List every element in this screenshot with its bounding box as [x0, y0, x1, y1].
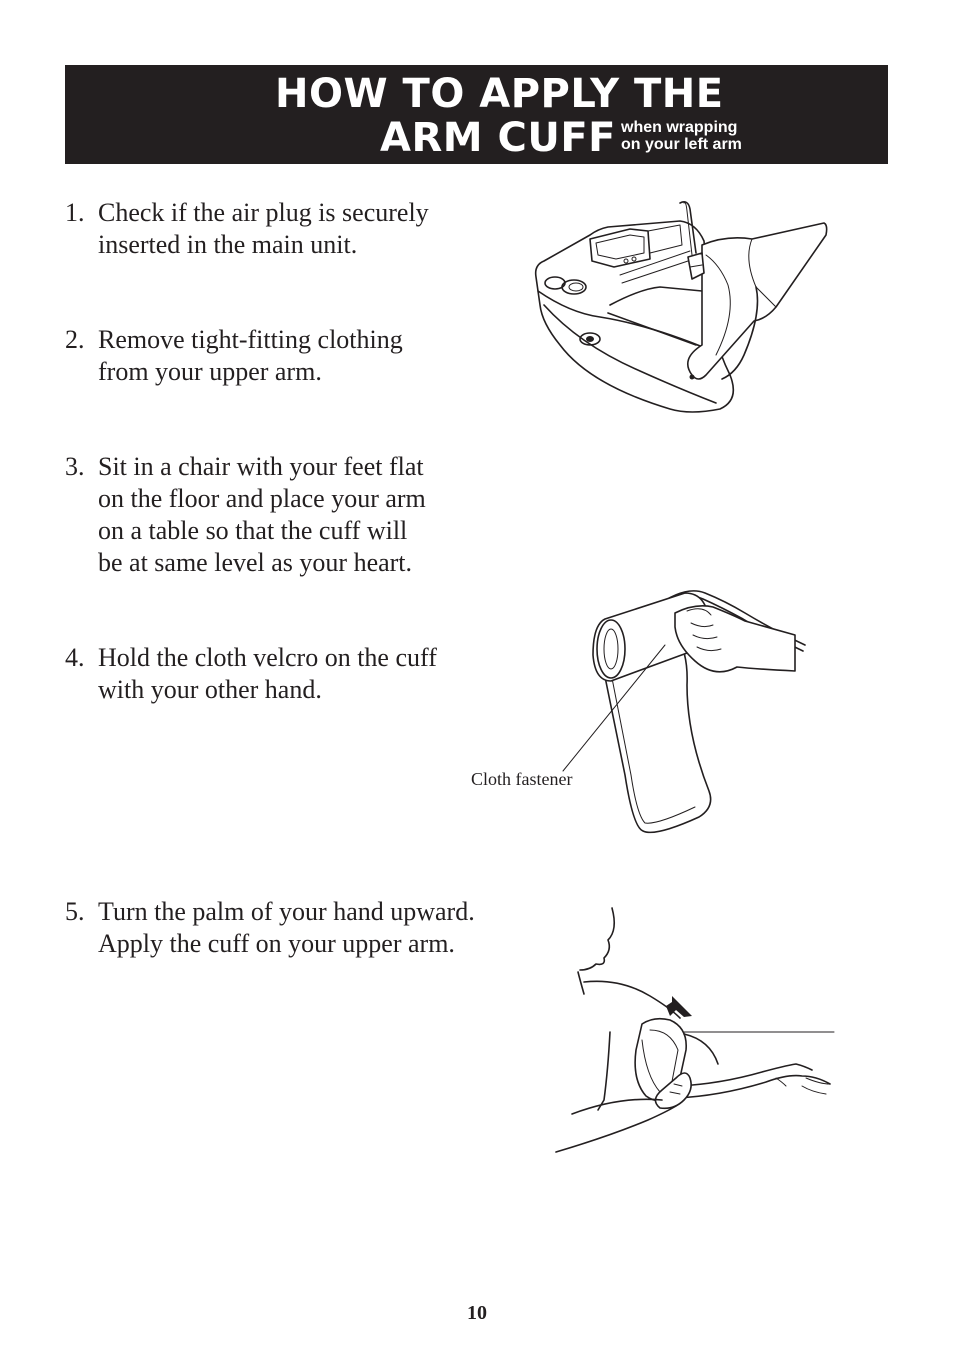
step-line: be at same level as your heart. [98, 548, 413, 577]
page-title-line-1: HOW TO APPLY THE [275, 71, 724, 117]
step-line: Turn the palm of your hand upward. [98, 897, 475, 926]
step-line: Remove tight-fitting clothing [98, 325, 403, 354]
step-line: on the floor and place your arm [98, 484, 426, 513]
step-number: 1. [65, 198, 85, 227]
step-line: inserted in the main unit. [98, 230, 358, 259]
step-line: Hold the cloth velcro on the cuff [98, 643, 437, 672]
step-line: on a table so that the cuff will [98, 516, 408, 545]
main-unit-illustration [530, 195, 830, 420]
apply-cuff-illustration [550, 900, 840, 1165]
step-line: Apply the cuff on your upper arm. [98, 929, 455, 958]
step-text [98, 896, 475, 960]
step-text [98, 642, 437, 706]
step-text [98, 197, 429, 261]
step-line: from your upper arm. [98, 357, 322, 386]
step-number: 3. [65, 452, 85, 481]
cloth-fastener-caption: Cloth fastener [471, 769, 573, 789]
step-text [98, 324, 403, 388]
page-header [65, 65, 888, 164]
step-line: with your other hand. [98, 675, 322, 704]
step-line: Sit in a chair with your feet flat [98, 452, 424, 481]
cuff-with-hand-illustration [545, 575, 815, 840]
step-text [98, 451, 426, 579]
step-number: 5. [65, 897, 85, 926]
page-title-line-2: ARM CUFF [380, 115, 616, 161]
subtitle-line-2: on your left arm [621, 136, 742, 153]
page-number: 10 [467, 1302, 487, 1324]
step-line: Check if the air plug is securely [98, 198, 429, 227]
subtitle-line-1: when wrapping [621, 119, 738, 136]
step-number: 4. [65, 643, 85, 672]
page-subtitle [621, 119, 742, 153]
step-number: 2. [65, 325, 85, 354]
